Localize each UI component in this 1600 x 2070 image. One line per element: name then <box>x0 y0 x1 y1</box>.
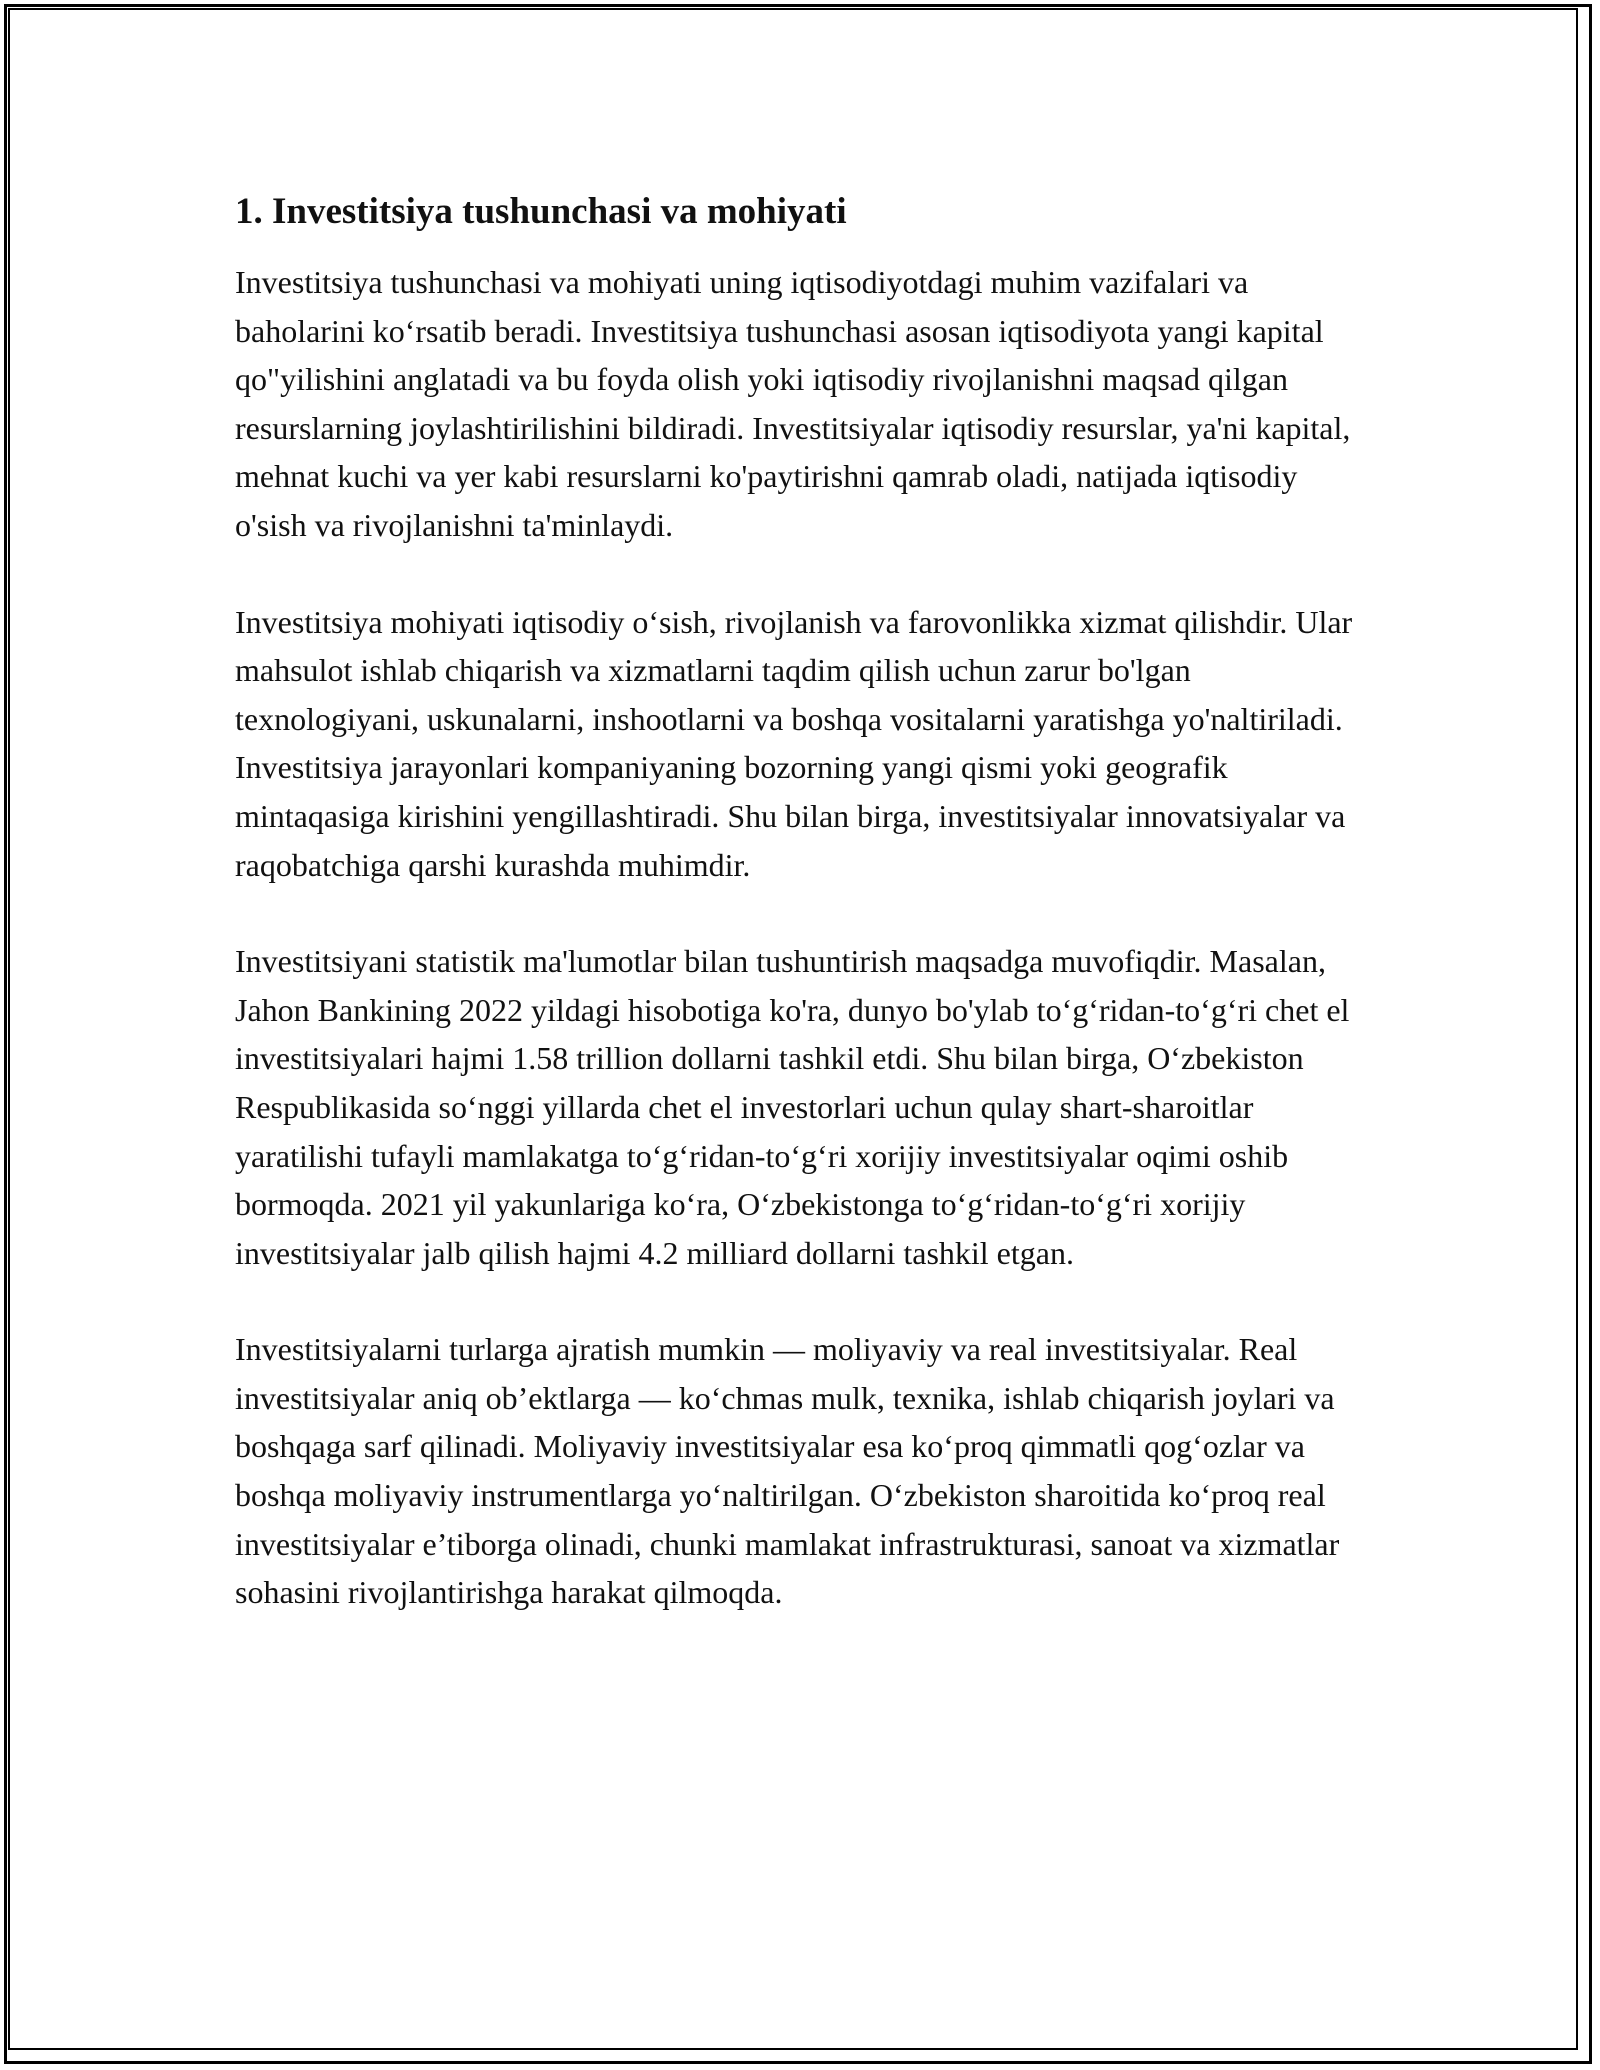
paragraph-2: Investitsiya mohiyati iqtisodiy o‘sish, rivojlanish va farovonlikka xizmat qilishdir. Ular mahsulot ishlab chiqarish va xizmatlarni taqdim qilish uchun zarur bo'lgan texnologiyani, uskunalarni, inshootlarni va boshqa vositalarni yaratishga yo'naltiriladi. Investitsiya jarayonlari kompaniyaning bozorning yangi qismi yoki geografik mintaqasiga kirishini yengillashtiradi. Shu bilan birga, investitsiyalar innovatsiyalar va raqobatchiga qarshi kurashda muhimdir. <box>235 603 1353 883</box>
section-title: 1. Investitsiya tushunchasi va mohiyati <box>235 191 847 232</box>
paragraph-1: Investitsiya tushunchasi va mohiyati uning iqtisodiyotdagi muhim vazifalari va baholarini ko‘rsatib beradi. Investitsiya tushunchasi asosan iqtisodiyota yangi kapital qo"yilishini anglatadi va bu foyda olish yoki iqtisodiy rivojlanishni maqsad qilgan resurslarning joylashtirilishini bildiradi. Investitsiyalar iqtisodiy resurslar, ya'ni kapital, mehnat kuchi va yer kabi resurslarni ko'paytirishni qamrab oladi, natijada iqtisodiy o'sish va rivojlanishni ta'minlaydi. <box>235 264 1351 543</box>
paragraph-3: Investitsiyani statistik ma'lumotlar bilan tushuntirish maqsadga muvofiqdir. Masalan, Jahon Bankining 2022 yildagi hisobotiga ko'ra, dunyo bo'ylab to‘g‘ridan-to‘g‘ri chet el investitsiyalari hajmi 1.58 trillion dollarni tashkil etdi. Shu bilan birga, O‘zbekiston Respublikasida so‘nggi yillarda chet el investorlari uchun qulay shart-sharoitlar yaratilishi tufayli mamlakatga to‘g‘ridan-to‘g‘ri xorijiy investitsiyalar oqimi oshib bormoqda. 2021 yil yakunlariga ko‘ra, O‘zbekistonga to‘g‘ridan-to‘g‘ri xorijiy investitsiyalar jalb qilish hajmi 4.2 milliard dollarni tashkil etgan. <box>235 943 1350 1271</box>
document-body <box>235 188 1365 1665</box>
paragraph-4: Investitsiyalarni turlarga ajratish mumkin — moliyaviy va real investitsiyalar. Real investitsiyalar aniq ob’ektlarga — ko‘chmas mulk, texnika, ishlab chiqarish joylari va boshqaga sarf qilinadi. Moliyaviy investitsiyalar esa ko‘proq qimmatli qog‘ozlar va boshqa moliyaviy instrumentlarga yo‘naltirilgan. O‘zbekiston sharoitida ko‘proq real investitsiyalar e’tiborga olinadi, chunki mamlakat infrastrukturasi, sanoat va xizmatlar sohasini rivojlantirishga harakat qilmoqda. <box>235 1331 1340 1611</box>
